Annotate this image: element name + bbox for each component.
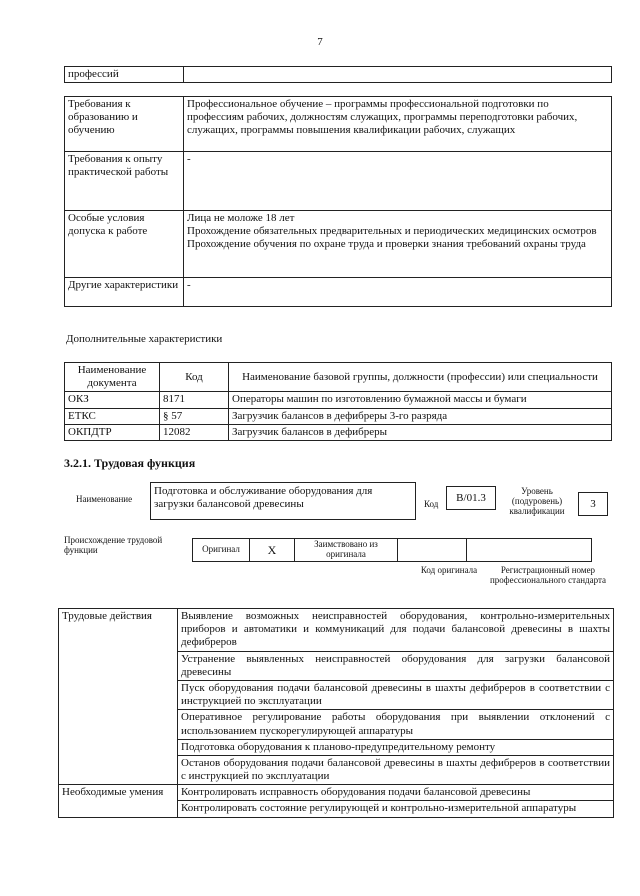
requirement-line: Прохождение обучения по охране труда и проверки знания требований охраны труда [187, 238, 586, 251]
table-row [65, 278, 612, 307]
code-label: Код [424, 499, 439, 509]
top-continuation-table [64, 66, 612, 83]
table-row [65, 211, 612, 278]
requirement-label: Особые условия допуска к работе [65, 211, 184, 278]
action-item: Устранение выявленных неисправностей оборудования для загрузки балансовой древесины [178, 651, 614, 680]
function-heading: 3.2.1. Трудовая функция [64, 456, 196, 470]
level-value: 3 [578, 492, 608, 516]
additional-table [64, 362, 612, 441]
original-mark: X [250, 539, 295, 562]
table-cell: 12082 [160, 424, 229, 440]
table-cell: ЕТКС [65, 408, 160, 424]
actions-table [58, 608, 614, 818]
origin-label: Происхождение трудовой функции [64, 535, 163, 555]
actions-label: Трудовые действия [59, 609, 178, 785]
requirement-value [184, 211, 612, 278]
requirement-value: - [184, 152, 612, 211]
column-header: Наименование документа [65, 363, 160, 392]
reg-number-caption: Регистрационный номер профессионального стандарта [489, 565, 607, 585]
top-row-label: профессий [65, 67, 184, 83]
requirement-value: Профессиональное обучение – программы профессиональной подготовки по профессиям рабочих, должностям служащих, программы переподготовки рабочих, служащих, программы повышения квалификации рабочих, служащих [184, 97, 612, 152]
reg-number-cell [467, 539, 592, 562]
origin-table [192, 538, 592, 562]
skill-item: Контролировать состояние регулирующей и контрольно-измерительной аппаратуры [178, 801, 614, 817]
table-cell: Загрузчик балансов в дефибреры [229, 424, 612, 440]
original-cell: Оригинал [193, 539, 250, 562]
borrowed-cell: Заимствовано из оригинала [295, 539, 398, 562]
requirement-label: Требования к образованию и обучению [65, 97, 184, 152]
requirement-line: Прохождение обязательных предварительных и периодических медицинских осмотров [187, 225, 597, 238]
requirement-label: Требования к опыту практической работы [65, 152, 184, 211]
column-header: Наименование базовой группы, должности (профессии) или специальности [229, 363, 612, 392]
table-cell: ОКПДТР [65, 424, 160, 440]
table-row [59, 609, 614, 652]
function-code: B/01.3 [446, 486, 496, 510]
action-item: Подготовка оборудования к планово-предупредительному ремонту [178, 739, 614, 755]
table-row [65, 392, 612, 408]
name-label: Наименование [76, 494, 133, 504]
table-cell: Операторы машин по изготовлению бумажной массы и бумаги [229, 392, 612, 408]
top-row-value [184, 67, 612, 83]
function-name: Подготовка и обслуживание оборудования для загрузки балансовой древесины [150, 482, 416, 520]
action-item: Останов оборудования подачи балансовой древесины в шахты дефибреров в соответствии с инструкцией по эксплуатации [178, 755, 614, 784]
table-row [65, 424, 612, 440]
table-cell: ОКЗ [65, 392, 160, 408]
requirements-table [64, 96, 612, 307]
skills-label: Необходимые умения [59, 785, 178, 817]
table-cell: Загрузчик балансов в дефибреры 3-го разряда [229, 408, 612, 424]
skill-item: Контролировать исправность оборудования подачи балансовой древесины [178, 785, 614, 801]
table-cell: 8171 [160, 392, 229, 408]
table-row [65, 152, 612, 211]
action-item: Пуск оборудования подачи балансовой древесины в шахты дефибреров в соответствии с инструкцией по эксплуатации [178, 680, 614, 709]
table-row [65, 408, 612, 424]
page-number: 7 [317, 36, 323, 48]
code-original-caption: Код оригинала [420, 565, 478, 575]
table-row [65, 97, 612, 152]
additional-title: Дополнительные характеристики [66, 333, 223, 345]
requirement-value: - [184, 278, 612, 307]
action-item: Оперативное регулирование работы оборудования при выявлении отклонений с использованием пускорегулирующей аппаратуры [178, 710, 614, 739]
table-cell: § 57 [160, 408, 229, 424]
code-original-cell [398, 539, 467, 562]
level-label: Уровень (подуровень) квалификации [509, 486, 565, 516]
requirement-label: Другие характеристики [65, 278, 184, 307]
column-header: Код [160, 363, 229, 392]
table-header-row [65, 363, 612, 392]
action-item: Выявление возможных неисправностей оборудования, контрольно-измерительных приборов и автоматики и коммуникаций для подачи балансовой древесины в шахты дефибреров [178, 609, 614, 652]
requirement-line: Лица не моложе 18 лет [187, 212, 295, 224]
table-row [59, 785, 614, 801]
